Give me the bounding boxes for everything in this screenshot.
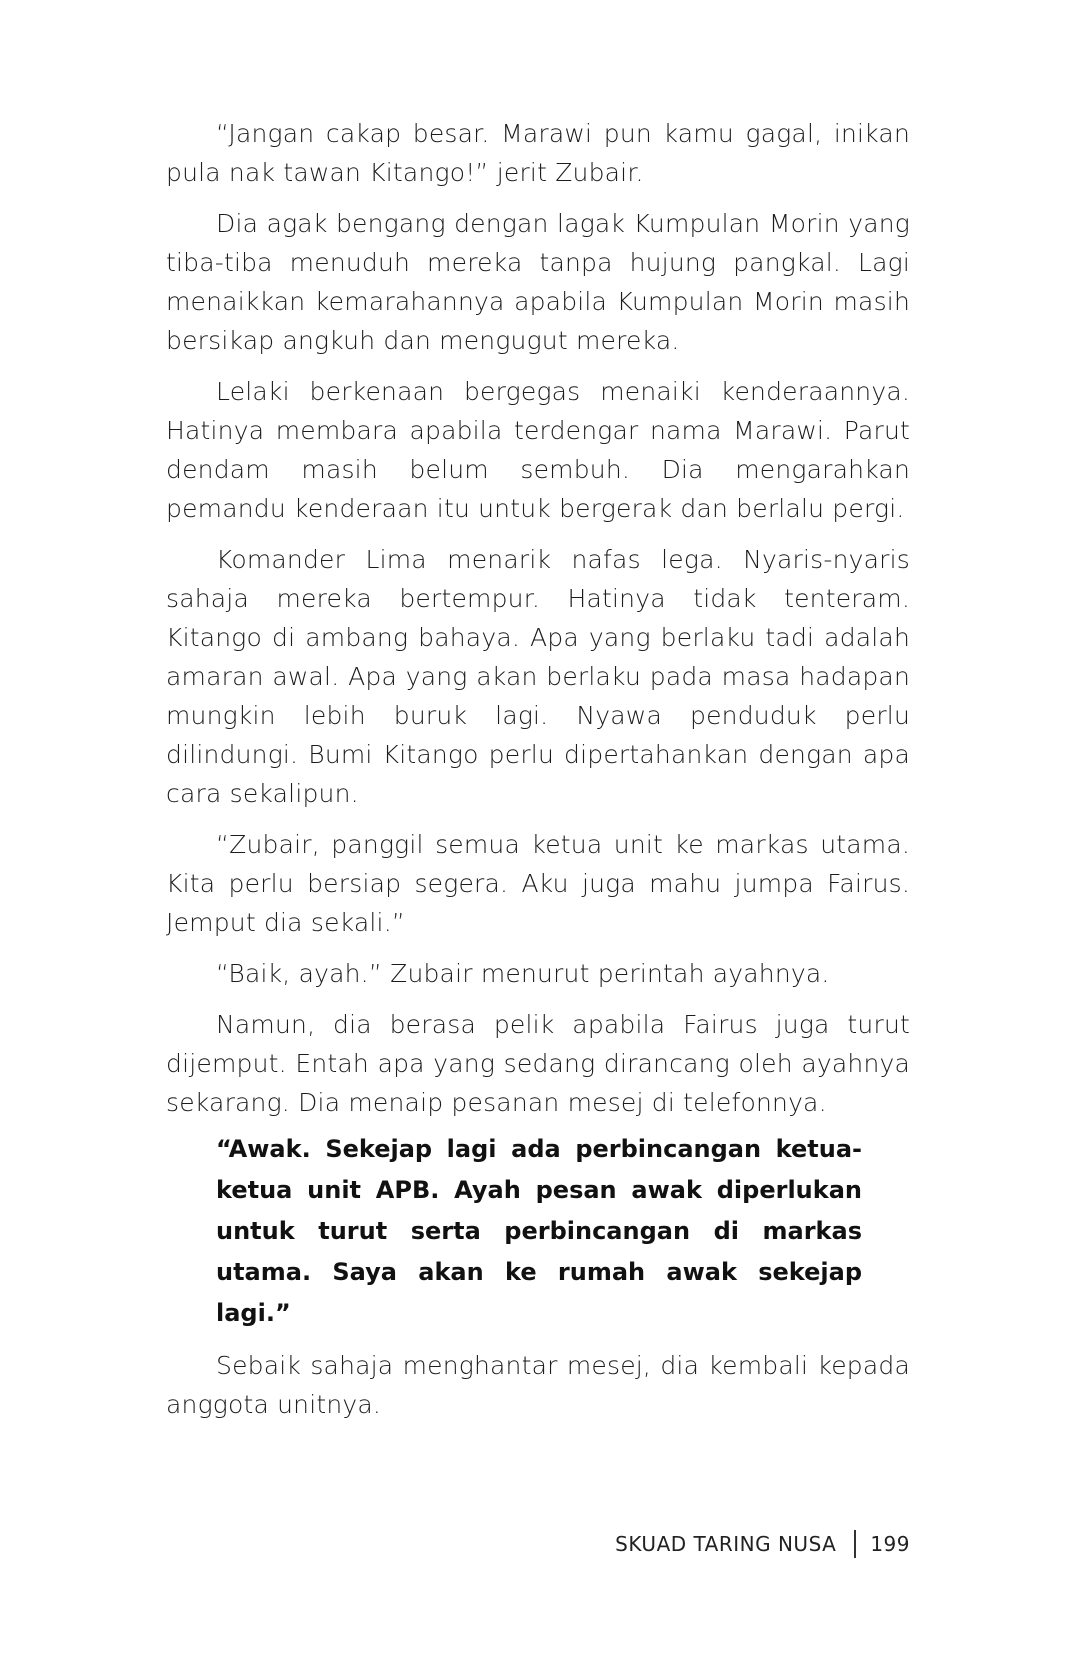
footer-divider: [854, 1530, 856, 1558]
paragraph: Lelaki berkenaan bergegas menaiki kenderaannya. Hatinya membara apabila terdengar nama Marawi. Parut dendam masih belum sembuh. Dia mengarahkan pemandu kenderaan itu untuk bergerak dan berlalu pergi.: [166, 377, 910, 523]
page-number: 199: [870, 1532, 910, 1556]
paragraph: “Baik, ayah.” Zubair menurut perintah ayahnya.: [216, 959, 830, 988]
text-message: “Awak. Sekejap lagi ada perbincangan ketua-ketua unit APB. Ayah pesan awak diperlukan untuk turut serta perbincangan di markas utama. Saya akan ke rumah awak sekejap lagi.”: [216, 1135, 862, 1327]
paragraph: Dia agak bengang dengan lagak Kumpulan Morin yang tiba-tiba menuduh mereka tanpa hujung pangkal. Lagi menaikkan kemarahannya apabila Kumpulan Morin masih bersikap angkuh dan mengugut mereka.: [166, 209, 910, 355]
page-footer: [615, 1530, 910, 1558]
paragraph: “Jangan cakap besar. Marawi pun kamu gagal, inikan pula nak tawan Kitango!” jerit Zubair.: [166, 119, 910, 187]
book-title: SKUAD TARING NUSA: [615, 1532, 837, 1556]
text-message-block: [216, 1129, 862, 1334]
paragraph: “Zubair, panggil semua ketua unit ke markas utama. Kita perlu bersiap segera. Aku juga mahu jumpa Fairus. Jemput dia sekali.”: [166, 830, 910, 937]
paragraph: Namun, dia berasa pelik apabila Fairus juga turut dijemput. Entah apa yang sedang dirancang oleh ayahnya sekarang. Dia menaip pesanan mesej di telefonnya.: [166, 1010, 910, 1117]
closing-paragraph: Sebaik sahaja menghantar mesej, dia kembali kepada anggota unitnya.: [166, 1351, 910, 1419]
paragraph: Komander Lima menarik nafas lega. Nyaris-nyaris sahaja mereka bertempur. Hatinya tidak tenteram. Kitango di ambang bahaya. Apa yang berlaku tadi adalah amaran awal. Apa yang akan berlaku pada masa hadapan mungkin lebih buruk lagi. Nyawa penduduk perlu dilindungi. Bumi Kitango perlu dipertahankan dengan apa cara sekalipun.: [166, 545, 910, 808]
closing-text: [166, 1346, 910, 1436]
body-text: [166, 114, 910, 1134]
